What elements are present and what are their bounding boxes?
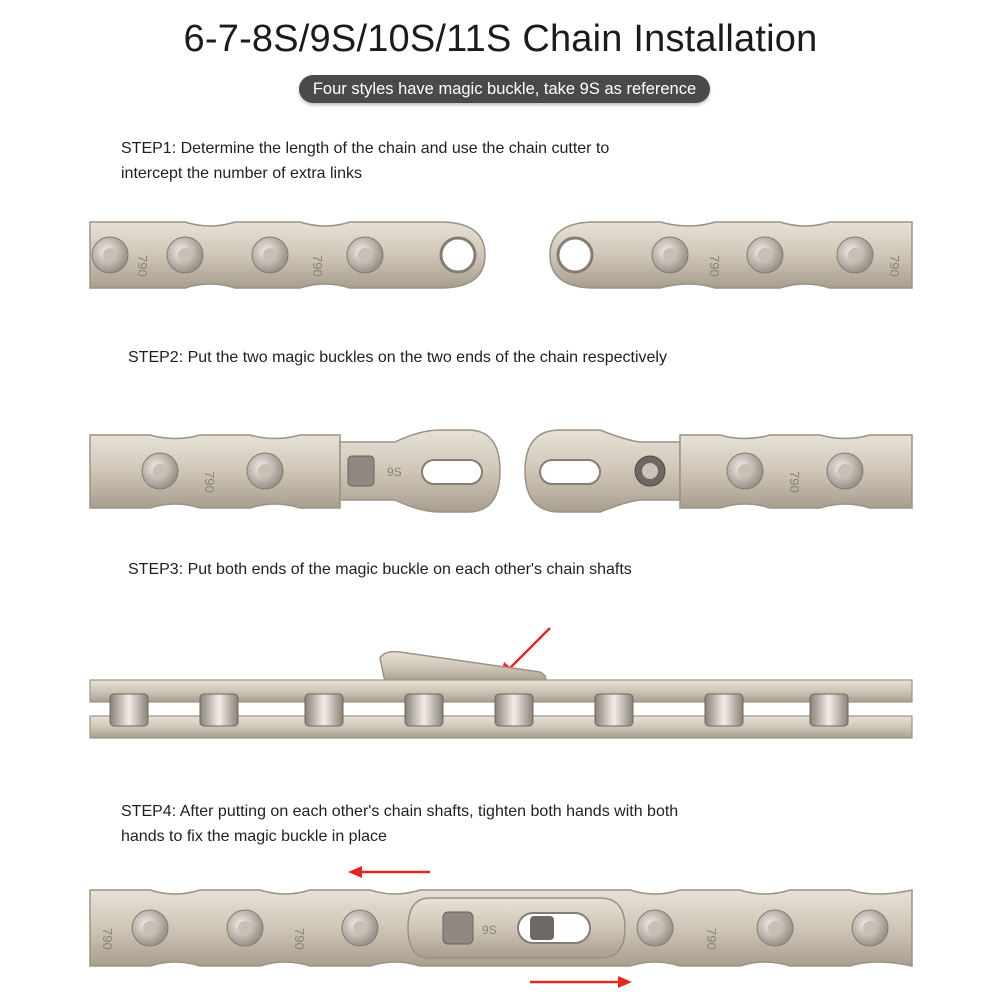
chain-segment-left (90, 435, 340, 508)
step2-line1: STEP2: Put the two magic buckles on the two ends of the chain respectively (128, 349, 667, 366)
chain-side-view (90, 680, 912, 738)
magic-buckle-right (525, 430, 680, 512)
link-stamp: 790 (135, 255, 150, 277)
link-stamp: 790 (292, 928, 307, 950)
buckle-stamp: 9S (482, 923, 497, 937)
chain-segment-left (90, 222, 485, 288)
step3-text (128, 557, 632, 582)
link-stamp: 790 (202, 471, 217, 493)
step4-text (121, 799, 678, 849)
link-stamp: 790 (787, 471, 802, 493)
subtitle-badge: Four styles have magic buckle, take 9S as reference (299, 75, 710, 103)
step2-chain-illustration (0, 420, 1001, 525)
step1-text (121, 136, 609, 186)
chain-segment-right (550, 222, 912, 288)
link-stamp: 790 (887, 255, 902, 277)
magic-buckle-left (340, 430, 500, 512)
page-title: 6-7-8S/9S/10S/11S Chain Installation (183, 18, 818, 60)
step2-text (128, 345, 667, 370)
red-arrow-icon (530, 976, 632, 988)
link-stamp: 790 (707, 255, 722, 277)
step1-line2: intercept the number of extra links (121, 165, 363, 182)
link-stamp: 790 (704, 928, 719, 950)
step4-line1: STEP4: After putting on each other's chain shafts, tighten both hands with both (121, 803, 679, 820)
step4-chain-illustration (0, 858, 1001, 998)
buckle-stamp: 9S (387, 465, 402, 479)
step1-chain-illustration (0, 200, 1001, 310)
step1-line1: STEP1: Determine the length of the chain and use the chain cutter to (121, 140, 610, 157)
step4-line2: hands to fix the magic buckle in place (121, 828, 387, 845)
step3-line1: STEP3: Put both ends of the magic buckle on each other's chain shafts (128, 561, 632, 578)
red-arrow-icon (348, 866, 430, 878)
magic-buckle-locked (408, 898, 625, 958)
link-stamp: 790 (100, 928, 115, 950)
chain-segment-right (680, 435, 912, 508)
step3-chain-illustration (0, 620, 1001, 745)
link-stamp: 790 (310, 255, 325, 277)
